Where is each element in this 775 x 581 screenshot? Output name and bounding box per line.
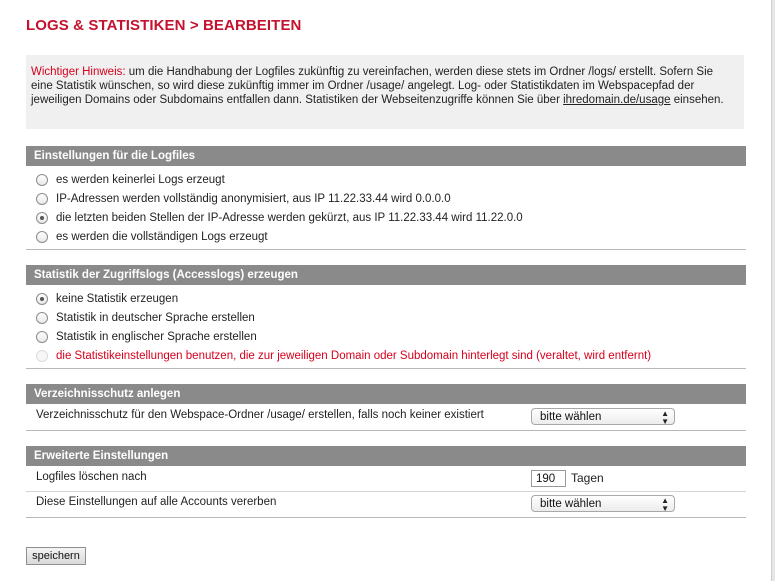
logfiles-section-header: Einstellungen für die Logfiles [26, 146, 746, 166]
radio-button[interactable] [36, 231, 48, 243]
protection-select[interactable] [531, 408, 675, 425]
inherit-settings-label: Diese Einstellungen auf alle Accounts vererben [36, 496, 277, 508]
logfiles-option-anonymize-full[interactable] [36, 190, 451, 208]
window-edge [771, 0, 775, 581]
radio-button[interactable] [36, 174, 48, 186]
radio-button[interactable] [36, 312, 48, 324]
option-label: es werden keinerlei Logs erzeugt [56, 174, 225, 186]
page-title: LOGS & STATISTIKEN > BEARBEITEN [26, 17, 302, 34]
radio-button-checked[interactable] [36, 212, 48, 224]
option-label: IP-Adressen werden vollständig anonymisiert, aus IP 11.22.33.44 wird 0.0.0.0 [56, 193, 451, 205]
option-label: es werden die vollständigen Logs erzeugt [56, 231, 268, 243]
select-value: bitte wählen [540, 498, 602, 510]
statistics-option-german[interactable] [36, 309, 255, 327]
statistics-option-english[interactable] [36, 328, 257, 346]
delete-days-input[interactable] [531, 470, 566, 487]
notice-label: Wichtiger Hinweis: [31, 66, 126, 78]
updown-arrows-icon: ▲ ▼ [661, 496, 669, 513]
delete-logs-label: Logfiles löschen nach [36, 471, 147, 483]
usage-link[interactable]: ihredomain.de/usage [563, 94, 671, 106]
logfiles-option-none[interactable] [36, 171, 225, 189]
option-label: Statistik in deutscher Sprache erstellen [56, 312, 255, 324]
radio-button-disabled [36, 350, 48, 362]
advanced-section-header: Erweiterte Einstellungen [26, 446, 746, 466]
notice-text: um die Handhabung der Logfiles zukünftig zu vereinfachen, werden diese stets im Ordner /logs/ erstellt. Sofern Sie eine Statistik wünschen, so wird diese zukünftig immer im Ordner /usage/ angelegt. Log- oder Statistikdaten im Webspacepfad der jeweiligen Domains oder Subdomains entfallen dann. Statistiken der Webseitenzugriffe können Sie über [31, 66, 714, 106]
protection-section-header: Verzeichnisschutz anlegen [26, 384, 746, 404]
option-label: die Statistikeinstellungen benutzen, die zur jeweiligen Domain oder Subdomain hinterlegt sind (veraltet, wird entfernt) [56, 350, 652, 362]
logfiles-option-anonymize-partial[interactable] [36, 209, 523, 227]
radio-button-checked[interactable] [36, 293, 48, 305]
option-label: keine Statistik erzeugen [56, 293, 179, 305]
notice-text-end: einsehen. [670, 94, 724, 106]
section-divider [26, 368, 746, 369]
important-notice [26, 55, 744, 129]
statistics-option-none[interactable] [36, 290, 178, 308]
save-button[interactable]: speichern [26, 547, 86, 565]
updown-arrows-icon: ▲ ▼ [661, 409, 669, 426]
section-divider [26, 430, 746, 431]
option-label: Statistik in englischer Sprache erstellen [56, 331, 257, 343]
statistics-section-header: Statistik der Zugriffslogs (Accesslogs) erzeugen [26, 265, 746, 285]
logfiles-option-full[interactable] [36, 228, 268, 246]
select-value: bitte wählen [540, 411, 602, 423]
row-divider [26, 491, 746, 492]
option-label: die letzten beiden Stellen der IP-Adresse werden gekürzt, aus IP 11.22.33.44 wird 11.22.0.0 [56, 212, 523, 224]
protection-label: Verzeichnisschutz für den Webspace-Ordner /usage/ erstellen, falls noch keiner existiert [36, 409, 484, 421]
radio-button[interactable] [36, 193, 48, 205]
statistics-option-domain-settings [36, 347, 651, 365]
section-divider [26, 249, 746, 250]
radio-button[interactable] [36, 331, 48, 343]
inherit-select[interactable] [531, 495, 675, 512]
section-divider [26, 517, 746, 518]
delete-days-unit: Tagen [571, 471, 604, 485]
